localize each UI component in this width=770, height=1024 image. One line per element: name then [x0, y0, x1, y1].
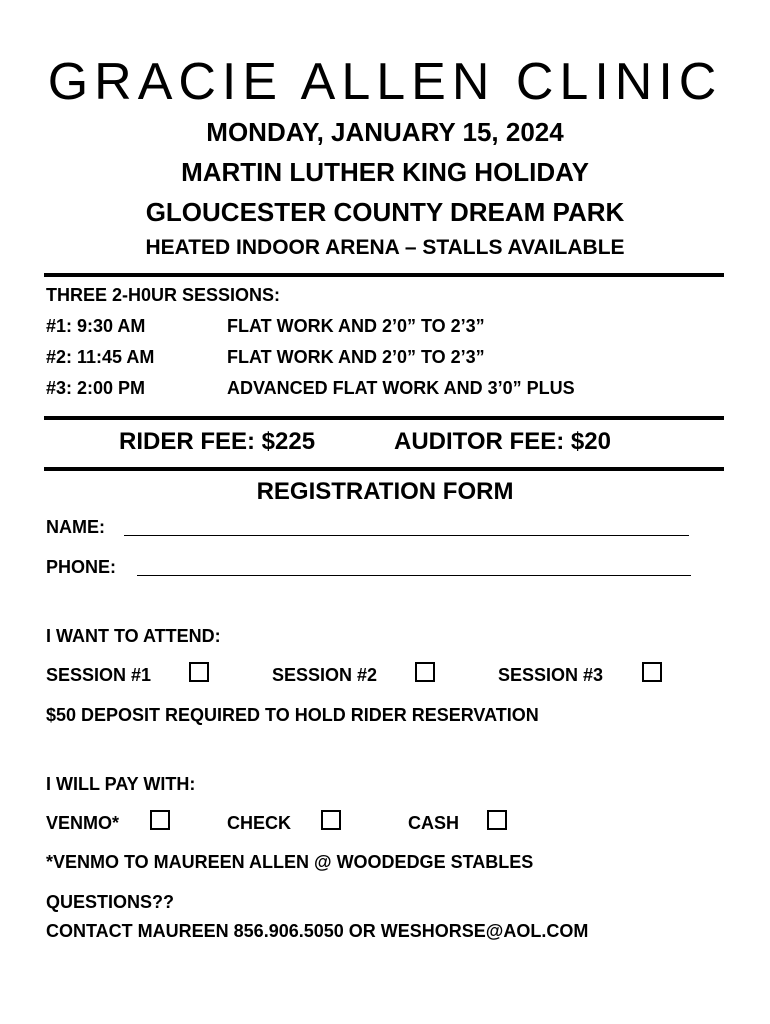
venue-name: GLOUCESTER COUNTY DREAM PARK — [145, 197, 625, 227]
divider — [44, 467, 724, 471]
attend-label: I WANT TO ATTEND: — [46, 626, 221, 646]
pay-label: I WILL PAY WITH: — [46, 774, 196, 794]
arena-info: HEATED INDOOR ARENA – STALLS AVAILABLE — [145, 236, 625, 259]
divider — [44, 273, 724, 277]
name-field[interactable] — [124, 535, 689, 536]
session-3-option-label: SESSION #3 — [498, 665, 604, 685]
event-date: MONDAY, JANUARY 15, 2024 — [206, 117, 564, 147]
check-checkbox[interactable] — [321, 810, 341, 830]
session-2-time: #2: 11:45 AM — [46, 347, 155, 367]
page-title: GRACIE ALLEN CLINIC — [47, 53, 723, 111]
session-1-desc: FLAT WORK AND 2’0” TO 2’3” — [227, 316, 485, 336]
auditor-fee: AUDITOR FEE: $20 — [394, 428, 611, 455]
cash-checkbox[interactable] — [487, 810, 507, 830]
questions-heading: QUESTIONS?? — [46, 892, 175, 912]
session-3-checkbox[interactable] — [642, 662, 662, 682]
session-2-desc: FLAT WORK AND 2’0” TO 2’3” — [227, 347, 485, 367]
sessions-heading: THREE 2-H0UR SESSIONS: — [46, 285, 281, 305]
session-2-checkbox[interactable] — [415, 662, 435, 682]
venmo-note: *VENMO TO MAUREEN ALLEN @ WOODEDGE STABLES — [46, 852, 534, 872]
venmo-checkbox[interactable] — [150, 810, 170, 830]
phone-label: PHONE: — [46, 557, 117, 577]
check-option-label: CHECK — [227, 813, 292, 833]
session-3-desc: ADVANCED FLAT WORK AND 3’0” PLUS — [227, 378, 575, 398]
deposit-note: $50 DEPOSIT REQUIRED TO HOLD RIDER RESERVATION — [46, 705, 539, 725]
contact-info: CONTACT MAUREEN 856.906.5050 OR WESHORSE@AOL.COM — [46, 921, 589, 941]
session-1-option-label: SESSION #1 — [46, 665, 152, 685]
rider-fee: RIDER FEE: $225 — [119, 428, 316, 455]
venmo-option-label: VENMO* — [46, 813, 120, 833]
holiday-name: MARTIN LUTHER KING HOLIDAY — [181, 157, 589, 187]
divider — [44, 416, 724, 420]
registration-form-title: REGISTRATION FORM — [256, 478, 514, 505]
session-1-time: #1: 9:30 AM — [46, 316, 146, 336]
session-2-option-label: SESSION #2 — [272, 665, 378, 685]
name-label: NAME: — [46, 517, 105, 537]
session-3-time: #3: 2:00 PM — [46, 378, 146, 398]
session-1-checkbox[interactable] — [189, 662, 209, 682]
phone-field[interactable] — [137, 575, 691, 576]
cash-option-label: CASH — [408, 813, 460, 833]
